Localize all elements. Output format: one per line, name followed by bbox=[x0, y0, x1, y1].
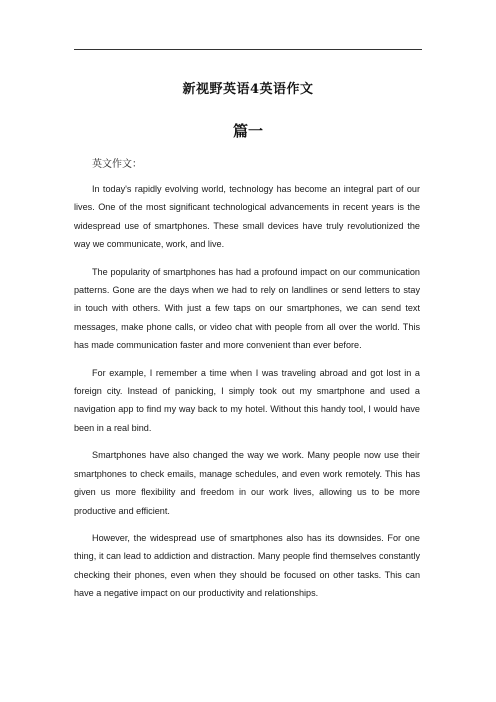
section-title: 篇一 bbox=[232, 122, 263, 140]
paragraph: In today's rapidly evolving world, technology has become an integral part of our lives. One of the most significant technological advancements in recent years is the widespread use of smartphones. These small devices have truly revolutionized the way we communicate, work, and live. bbox=[74, 184, 420, 250]
header-rule bbox=[74, 49, 422, 50]
paragraph: Smartphones have also changed the way we work. Many people now use their smartphones to check emails, manage schedules, and even work remotely. This has given us more flexibility and freedom in our work lives, allowing us to be more productive and efficient. bbox=[74, 450, 420, 516]
paragraph: For example, I remember a time when I was traveling abroad and got lost in a foreign city. Instead of panicking, I simply took out my smartphone and used a navigation app to find my way back to my hotel. Without this handy tool, I would have been in a real bind. bbox=[74, 367, 420, 433]
document-title: 新视野英语4英语作文 bbox=[182, 82, 314, 97]
paragraph: The popularity of smartphones has had a profound impact on our communication patterns. Gone are the days when we had to rely on landlines or send letters to stay in touch with others. With just a few taps on our smartphones, we can send text messages, make phone calls, or video chat with people from all over the world. This has made communication faster and more convenient than ever before. bbox=[74, 266, 420, 351]
section-label: 英文作文： bbox=[92, 159, 142, 170]
document-body bbox=[74, 180, 420, 612]
paragraph: However, the widespread use of smartphones also has its downsides. For one thing, it can lead to addiction and distraction. Many people find themselves constantly checking their phones, even when they should be focused on other tasks. This can have a negative impact on our productivity and relationships. bbox=[74, 532, 420, 599]
